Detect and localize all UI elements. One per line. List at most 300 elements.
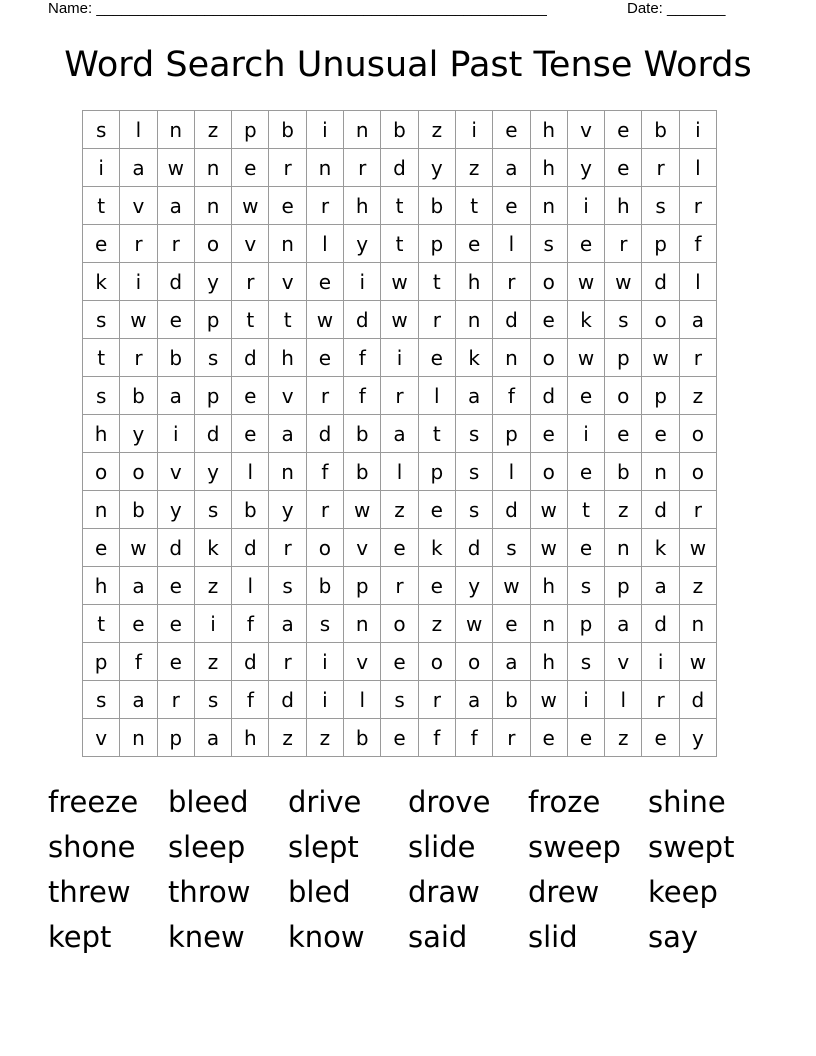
grid-cell[interactable]: e	[642, 719, 679, 757]
grid-cell[interactable]: e	[381, 719, 418, 757]
grid-cell[interactable]: y	[567, 149, 604, 187]
grid-cell[interactable]: z	[679, 377, 716, 415]
grid-cell[interactable]: e	[232, 415, 269, 453]
grid-cell[interactable]: l	[679, 263, 716, 301]
grid-cell[interactable]: s	[194, 491, 231, 529]
grid-cell[interactable]: p	[157, 719, 194, 757]
grid-cell[interactable]: e	[306, 263, 343, 301]
grid-cell[interactable]: p	[642, 225, 679, 263]
grid-cell[interactable]: e	[157, 567, 194, 605]
grid-cell[interactable]: l	[493, 453, 530, 491]
grid-cell[interactable]: r	[120, 225, 157, 263]
grid-cell[interactable]: p	[605, 339, 642, 377]
grid-cell[interactable]: r	[306, 491, 343, 529]
grid-cell[interactable]: p	[232, 111, 269, 149]
grid-cell[interactable]: l	[306, 225, 343, 263]
header-line	[48, 0, 740, 20]
grid-cell[interactable]: y	[194, 453, 231, 491]
grid-cell[interactable]: i	[567, 187, 604, 225]
grid-cell[interactable]: w	[567, 263, 604, 301]
grid-cell[interactable]: h	[455, 263, 492, 301]
grid-cell[interactable]: r	[642, 149, 679, 187]
grid-cell[interactable]: w	[642, 339, 679, 377]
grid-cell[interactable]: r	[418, 301, 455, 339]
grid-cell[interactable]: a	[157, 187, 194, 225]
grid-cell[interactable]: i	[120, 263, 157, 301]
grid-cell[interactable]: s	[567, 643, 604, 681]
grid-cell[interactable]: e	[530, 415, 567, 453]
grid-cell[interactable]: n	[306, 149, 343, 187]
grid-cell[interactable]: z	[381, 491, 418, 529]
grid-cell[interactable]: s	[455, 491, 492, 529]
grid-cell[interactable]: a	[455, 377, 492, 415]
grid-cell[interactable]: w	[530, 529, 567, 567]
word-list-item: bleed	[168, 785, 249, 819]
grid-cell[interactable]: y	[157, 491, 194, 529]
grid-cell[interactable]: v	[83, 719, 120, 757]
grid-cell[interactable]: n	[530, 187, 567, 225]
grid-cell[interactable]: t	[269, 301, 306, 339]
grid-cell[interactable]: b	[493, 681, 530, 719]
grid-cell[interactable]: b	[157, 339, 194, 377]
grid-cell[interactable]: e	[567, 529, 604, 567]
grid-cell[interactable]: b	[269, 111, 306, 149]
grid-cell[interactable]: r	[493, 719, 530, 757]
grid-cell[interactable]: t	[232, 301, 269, 339]
grid-cell[interactable]: e	[120, 605, 157, 643]
grid-cell[interactable]: e	[157, 643, 194, 681]
grid-cell[interactable]: h	[83, 415, 120, 453]
grid-cell[interactable]: s	[83, 111, 120, 149]
word-list-item: sweep	[528, 830, 621, 864]
grid-cell[interactable]: e	[418, 339, 455, 377]
grid-cell[interactable]: n	[269, 225, 306, 263]
grid-cell[interactable]: i	[455, 111, 492, 149]
grid-cell[interactable]: t	[418, 415, 455, 453]
grid-cell[interactable]: i	[306, 643, 343, 681]
grid-cell[interactable]: s	[83, 301, 120, 339]
grid-cell[interactable]: k	[194, 529, 231, 567]
grid-cell[interactable]: p	[642, 377, 679, 415]
date-field[interactable]: Date: _______	[627, 0, 726, 17]
grid-cell[interactable]: p	[194, 301, 231, 339]
grid-cell[interactable]: z	[605, 491, 642, 529]
grid-cell[interactable]: e	[83, 529, 120, 567]
grid-cell[interactable]: e	[567, 377, 604, 415]
grid-cell[interactable]: r	[269, 643, 306, 681]
grid-cell[interactable]: a	[493, 149, 530, 187]
grid-cell[interactable]: t	[381, 187, 418, 225]
grid-cell[interactable]: e	[493, 187, 530, 225]
grid-cell[interactable]: p	[493, 415, 530, 453]
grid-cell[interactable]: d	[530, 377, 567, 415]
grid-cell[interactable]: r	[381, 377, 418, 415]
grid-cell[interactable]: e	[306, 339, 343, 377]
grid-cell[interactable]: o	[679, 453, 716, 491]
grid-cell[interactable]: n	[194, 149, 231, 187]
grid-cell[interactable]: r	[269, 529, 306, 567]
grid-cell[interactable]: d	[493, 301, 530, 339]
grid-cell[interactable]: d	[157, 263, 194, 301]
grid-cell[interactable]: f	[455, 719, 492, 757]
grid-cell[interactable]: r	[157, 681, 194, 719]
grid-cell[interactable]: v	[269, 263, 306, 301]
grid-cell[interactable]: b	[232, 491, 269, 529]
grid-cell[interactable]: e	[455, 225, 492, 263]
grid-cell[interactable]: e	[567, 225, 604, 263]
grid-cell[interactable]: n	[120, 719, 157, 757]
grid-cell[interactable]: t	[455, 187, 492, 225]
grid-cell[interactable]: l	[605, 681, 642, 719]
grid-cell[interactable]: d	[157, 529, 194, 567]
grid-cell[interactable]: n	[157, 111, 194, 149]
grid-cell[interactable]: e	[381, 643, 418, 681]
grid-cell[interactable]: e	[605, 111, 642, 149]
grid-cell[interactable]: e	[530, 301, 567, 339]
grid-cell[interactable]: p	[567, 605, 604, 643]
grid-cell[interactable]: o	[120, 453, 157, 491]
grid-cell[interactable]: e	[567, 719, 604, 757]
grid-cell[interactable]: d	[381, 149, 418, 187]
grid-cell[interactable]: n	[269, 453, 306, 491]
grid-cell[interactable]: e	[157, 605, 194, 643]
grid-cell[interactable]: w	[530, 681, 567, 719]
grid-cell[interactable]: e	[232, 149, 269, 187]
grid-cell[interactable]: d	[306, 415, 343, 453]
grid-cell[interactable]: a	[381, 415, 418, 453]
grid-cell[interactable]: e	[381, 529, 418, 567]
grid-cell[interactable]: h	[269, 339, 306, 377]
grid-cell[interactable]: s	[493, 529, 530, 567]
grid-cell[interactable]: k	[567, 301, 604, 339]
grid-cell[interactable]: a	[194, 719, 231, 757]
grid-cell[interactable]: l	[679, 149, 716, 187]
grid-cell[interactable]: r	[418, 681, 455, 719]
grid-cell[interactable]: o	[83, 453, 120, 491]
grid-cell[interactable]: l	[493, 225, 530, 263]
grid-cell[interactable]: i	[344, 263, 381, 301]
grid-cell[interactable]: a	[269, 605, 306, 643]
grid-cell[interactable]: v	[605, 643, 642, 681]
grid-cell[interactable]: w	[120, 529, 157, 567]
grid-cell[interactable]: i	[306, 681, 343, 719]
grid-cell[interactable]: z	[605, 719, 642, 757]
grid-cell[interactable]: h	[530, 149, 567, 187]
grid-cell[interactable]: r	[679, 491, 716, 529]
grid-cell[interactable]: p	[418, 225, 455, 263]
grid-cell[interactable]: z	[269, 719, 306, 757]
grid-cell[interactable]: w	[567, 339, 604, 377]
grid-cell[interactable]: n	[530, 605, 567, 643]
grid-cell[interactable]: s	[269, 567, 306, 605]
grid-cell[interactable]: w	[120, 301, 157, 339]
grid-cell[interactable]: h	[232, 719, 269, 757]
grid-cell[interactable]: l	[120, 111, 157, 149]
grid-cell[interactable]: r	[605, 225, 642, 263]
grid-cell[interactable]: e	[530, 719, 567, 757]
grid-cell[interactable]: d	[194, 415, 231, 453]
grid-cell[interactable]: y	[120, 415, 157, 453]
grid-cell[interactable]: y	[344, 225, 381, 263]
grid-cell[interactable]: w	[455, 605, 492, 643]
grid-cell[interactable]: b	[642, 111, 679, 149]
grid-cell[interactable]: l	[381, 453, 418, 491]
grid-cell[interactable]: i	[381, 339, 418, 377]
grid-cell[interactable]: v	[157, 453, 194, 491]
grid-cell[interactable]: w	[381, 263, 418, 301]
grid-cell[interactable]: i	[306, 111, 343, 149]
grid-cell[interactable]: o	[306, 529, 343, 567]
grid-cell[interactable]: p	[344, 567, 381, 605]
grid-cell[interactable]: v	[120, 187, 157, 225]
grid-cell[interactable]: f	[232, 681, 269, 719]
grid-cell[interactable]: w	[679, 529, 716, 567]
grid-cell[interactable]: f	[418, 719, 455, 757]
grid-row	[83, 719, 717, 757]
grid-cell[interactable]: w	[530, 491, 567, 529]
grid-cell[interactable]: h	[530, 567, 567, 605]
grid-cell[interactable]: b	[344, 415, 381, 453]
grid-cell[interactable]: f	[120, 643, 157, 681]
grid-cell[interactable]: e	[83, 225, 120, 263]
grid-cell[interactable]: t	[83, 187, 120, 225]
grid-cell[interactable]: s	[567, 567, 604, 605]
word-list-item: said	[408, 920, 468, 954]
grid-cell[interactable]: n	[605, 529, 642, 567]
grid-cell[interactable]: n	[83, 491, 120, 529]
grid-cell[interactable]: a	[642, 567, 679, 605]
grid-cell[interactable]: i	[642, 643, 679, 681]
grid-cell[interactable]: p	[418, 453, 455, 491]
grid-cell[interactable]: z	[194, 111, 231, 149]
grid-cell[interactable]: a	[679, 301, 716, 339]
grid-cell[interactable]: b	[120, 491, 157, 529]
grid-cell[interactable]: a	[157, 377, 194, 415]
grid-cell[interactable]: v	[269, 377, 306, 415]
grid-cell[interactable]: o	[418, 643, 455, 681]
grid-cell[interactable]: r	[493, 263, 530, 301]
grid-cell[interactable]: n	[344, 111, 381, 149]
grid-cell[interactable]: d	[232, 339, 269, 377]
word-list-item: slept	[288, 830, 359, 864]
grid-cell[interactable]: a	[120, 149, 157, 187]
grid-cell[interactable]: o	[605, 377, 642, 415]
grid-cell[interactable]: y	[455, 567, 492, 605]
grid-cell[interactable]: k	[455, 339, 492, 377]
grid-cell[interactable]: o	[455, 643, 492, 681]
grid-cell[interactable]: z	[418, 111, 455, 149]
grid-cell[interactable]: w	[232, 187, 269, 225]
grid-cell[interactable]: e	[567, 453, 604, 491]
grid-cell[interactable]: s	[83, 681, 120, 719]
grid-cell[interactable]: e	[418, 491, 455, 529]
grid-cell[interactable]: e	[418, 567, 455, 605]
grid-cell[interactable]: n	[642, 453, 679, 491]
grid-cell[interactable]: n	[455, 301, 492, 339]
grid-cell[interactable]: w	[344, 491, 381, 529]
grid-cell[interactable]: i	[567, 415, 604, 453]
grid-cell[interactable]: l	[418, 377, 455, 415]
grid-cell[interactable]: o	[530, 453, 567, 491]
grid-cell[interactable]: s	[530, 225, 567, 263]
grid-cell[interactable]: z	[679, 567, 716, 605]
grid-cell[interactable]: w	[157, 149, 194, 187]
grid-cell[interactable]: d	[642, 263, 679, 301]
grid-cell[interactable]: v	[344, 529, 381, 567]
grid-cell[interactable]: d	[344, 301, 381, 339]
word-list-item: keep	[648, 875, 718, 909]
grid-cell[interactable]: r	[306, 377, 343, 415]
grid-cell[interactable]: t	[418, 263, 455, 301]
grid-cell[interactable]: r	[306, 187, 343, 225]
grid-cell[interactable]: h	[530, 643, 567, 681]
grid-cell[interactable]: z	[194, 567, 231, 605]
grid-cell[interactable]: s	[605, 301, 642, 339]
grid-cell[interactable]: d	[679, 681, 716, 719]
grid-cell[interactable]: d	[493, 491, 530, 529]
grid-cell[interactable]: y	[269, 491, 306, 529]
grid-cell[interactable]: y	[194, 263, 231, 301]
grid-cell[interactable]: h	[530, 111, 567, 149]
grid-cell[interactable]: i	[83, 149, 120, 187]
grid-cell[interactable]: e	[493, 111, 530, 149]
grid-cell[interactable]: r	[344, 149, 381, 187]
grid-cell[interactable]: r	[381, 567, 418, 605]
grid-cell[interactable]: k	[83, 263, 120, 301]
word-list	[48, 780, 768, 960]
grid-cell[interactable]: e	[642, 415, 679, 453]
grid-cell[interactable]: e	[493, 605, 530, 643]
name-field[interactable]: Name: ______________________________________________________	[48, 0, 547, 17]
grid-cell[interactable]: t	[381, 225, 418, 263]
grid-cell[interactable]: w	[493, 567, 530, 605]
grid-cell[interactable]: h	[605, 187, 642, 225]
grid-cell[interactable]: i	[679, 111, 716, 149]
grid-cell[interactable]: r	[679, 339, 716, 377]
grid-cell[interactable]: z	[418, 605, 455, 643]
grid-cell[interactable]: a	[605, 605, 642, 643]
grid-cell[interactable]: s	[194, 681, 231, 719]
grid-cell[interactable]: p	[83, 643, 120, 681]
grid-cell[interactable]: i	[157, 415, 194, 453]
grid-cell[interactable]: s	[642, 187, 679, 225]
grid-cell[interactable]: n	[194, 187, 231, 225]
grid-cell[interactable]: f	[493, 377, 530, 415]
grid-cell[interactable]: a	[455, 681, 492, 719]
grid-cell[interactable]: b	[306, 567, 343, 605]
grid-cell[interactable]: o	[530, 339, 567, 377]
grid-cell[interactable]: k	[642, 529, 679, 567]
grid-cell[interactable]: a	[269, 415, 306, 453]
grid-cell[interactable]: n	[493, 339, 530, 377]
grid-cell[interactable]: s	[306, 605, 343, 643]
grid-cell[interactable]: w	[679, 643, 716, 681]
grid-cell[interactable]: b	[344, 453, 381, 491]
grid-cell[interactable]: r	[232, 263, 269, 301]
grid-cell[interactable]: l	[232, 453, 269, 491]
grid-cell[interactable]: b	[344, 719, 381, 757]
grid-cell[interactable]: b	[120, 377, 157, 415]
grid-cell[interactable]: e	[605, 415, 642, 453]
grid-cell[interactable]: e	[605, 149, 642, 187]
grid-cell[interactable]: a	[120, 681, 157, 719]
grid-cell[interactable]: s	[83, 377, 120, 415]
grid-cell[interactable]: h	[83, 567, 120, 605]
grid-cell[interactable]: o	[381, 605, 418, 643]
grid-cell[interactable]: b	[605, 453, 642, 491]
grid-cell[interactable]: r	[120, 339, 157, 377]
grid-cell[interactable]: i	[194, 605, 231, 643]
grid-cell[interactable]: o	[530, 263, 567, 301]
grid-cell[interactable]: s	[381, 681, 418, 719]
grid-cell[interactable]: a	[120, 567, 157, 605]
grid-cell[interactable]: v	[232, 225, 269, 263]
grid-cell[interactable]: o	[194, 225, 231, 263]
grid-cell[interactable]: t	[83, 605, 120, 643]
grid-cell[interactable]: d	[269, 681, 306, 719]
grid-cell[interactable]: r	[679, 187, 716, 225]
grid-cell[interactable]: d	[232, 643, 269, 681]
grid-cell[interactable]: w	[605, 263, 642, 301]
grid-cell[interactable]: e	[269, 187, 306, 225]
grid-cell[interactable]: z	[306, 719, 343, 757]
grid-cell[interactable]: n	[344, 605, 381, 643]
grid-cell[interactable]: z	[455, 149, 492, 187]
grid-cell[interactable]: o	[679, 415, 716, 453]
grid-cell[interactable]: l	[232, 567, 269, 605]
grid-cell[interactable]: w	[306, 301, 343, 339]
grid-cell[interactable]: r	[642, 681, 679, 719]
grid-cell[interactable]: e	[157, 301, 194, 339]
grid-cell[interactable]: v	[567, 111, 604, 149]
grid-cell[interactable]: d	[232, 529, 269, 567]
grid-cell[interactable]: e	[232, 377, 269, 415]
grid-cell[interactable]: f	[344, 339, 381, 377]
grid-cell[interactable]: o	[642, 301, 679, 339]
grid-cell[interactable]: s	[455, 415, 492, 453]
grid-cell[interactable]: i	[567, 681, 604, 719]
grid-cell[interactable]: f	[679, 225, 716, 263]
grid-cell[interactable]: s	[194, 339, 231, 377]
grid-cell[interactable]: l	[344, 681, 381, 719]
grid-cell[interactable]: d	[642, 491, 679, 529]
grid-cell[interactable]: d	[642, 605, 679, 643]
grid-cell[interactable]: y	[679, 719, 716, 757]
grid-cell[interactable]: d	[455, 529, 492, 567]
grid-cell[interactable]: r	[269, 149, 306, 187]
grid-cell[interactable]: n	[679, 605, 716, 643]
grid-cell[interactable]: f	[344, 377, 381, 415]
grid-cell[interactable]: t	[567, 491, 604, 529]
grid-cell[interactable]: p	[194, 377, 231, 415]
grid-cell[interactable]: k	[418, 529, 455, 567]
grid-cell[interactable]: p	[605, 567, 642, 605]
grid-cell[interactable]: s	[455, 453, 492, 491]
grid-cell[interactable]: z	[194, 643, 231, 681]
grid-cell[interactable]: f	[306, 453, 343, 491]
grid-cell[interactable]: b	[418, 187, 455, 225]
grid-cell[interactable]: w	[381, 301, 418, 339]
grid-cell[interactable]: r	[157, 225, 194, 263]
grid-cell[interactable]: h	[344, 187, 381, 225]
grid-cell[interactable]: f	[232, 605, 269, 643]
grid-cell[interactable]: b	[381, 111, 418, 149]
grid-cell[interactable]: y	[418, 149, 455, 187]
grid-cell[interactable]: t	[83, 339, 120, 377]
word-list-item: threw	[48, 875, 131, 909]
grid-cell[interactable]: a	[493, 643, 530, 681]
grid-cell[interactable]: v	[344, 643, 381, 681]
